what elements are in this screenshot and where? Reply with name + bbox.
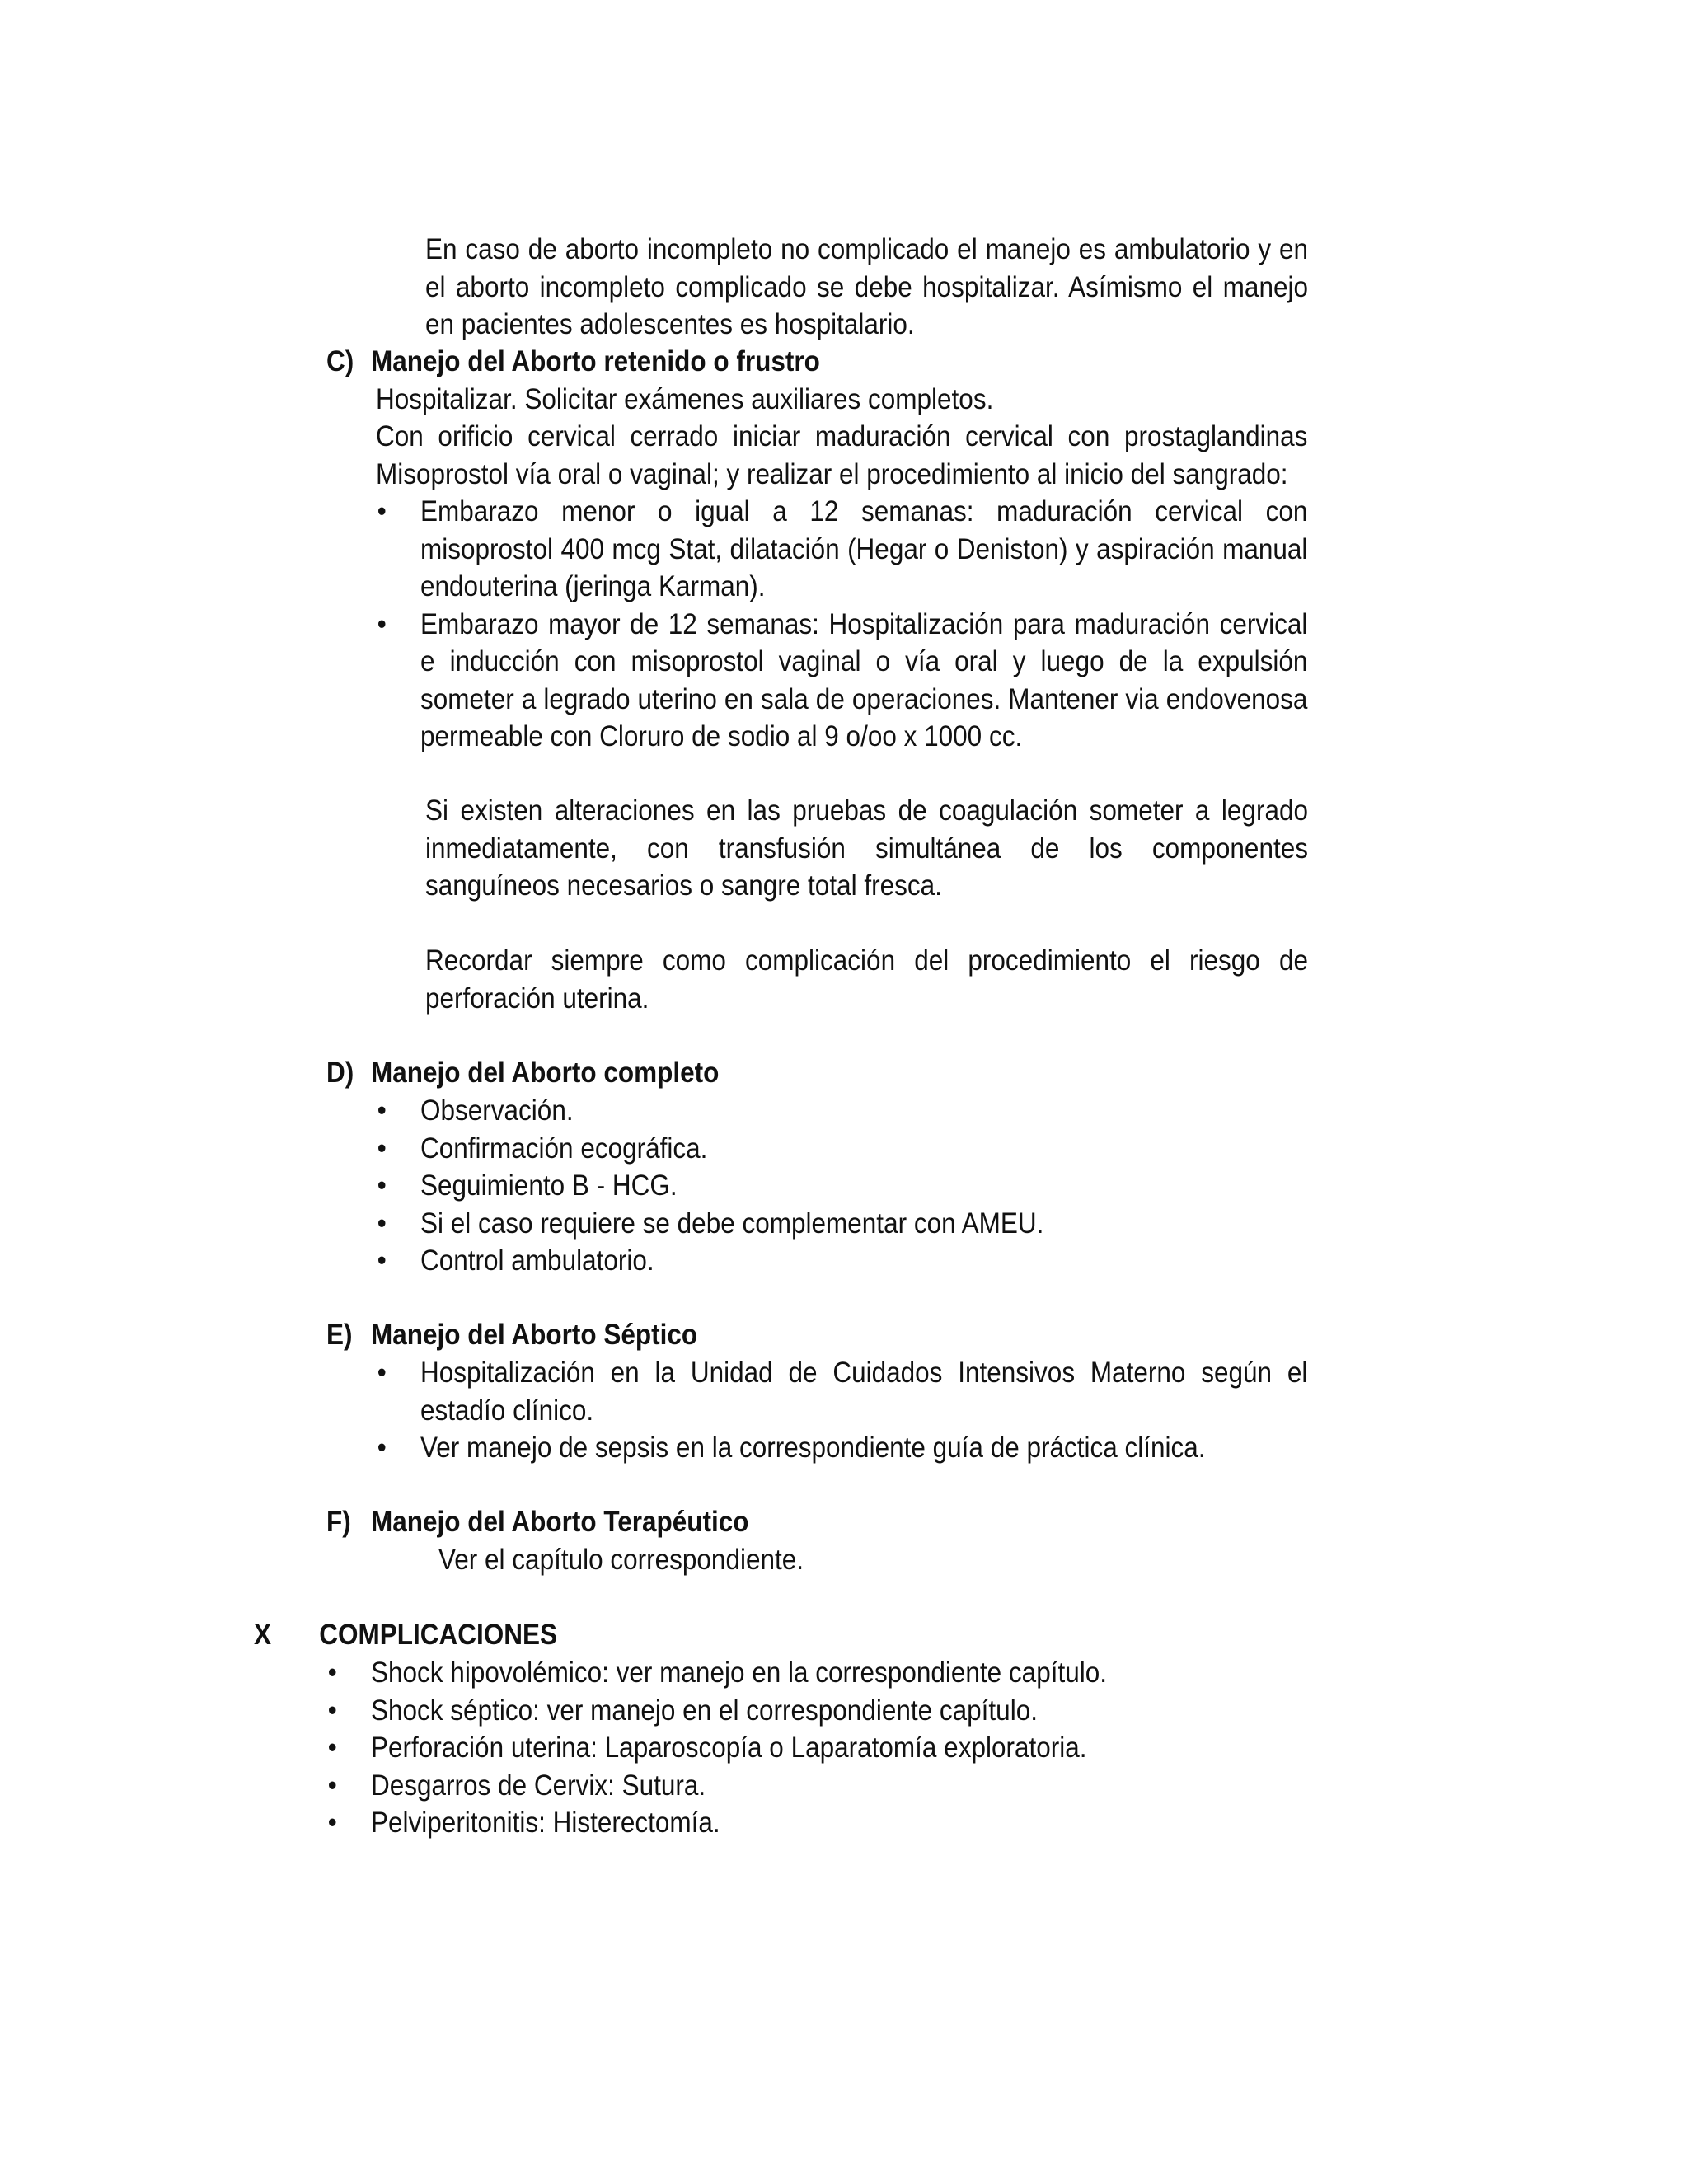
section-d-bullet-list [376, 1092, 1307, 1280]
section-x-heading [254, 1616, 1218, 1654]
list-item [326, 1804, 1291, 1842]
list-item [376, 1092, 1307, 1130]
section-c-heading [326, 343, 1217, 381]
section-d-heading [326, 1054, 1217, 1092]
list-item [376, 1429, 1307, 1467]
section-x-bullet-1: Shock hipovolémico: ver manejo en la correspondiente capítulo. [371, 1657, 1108, 1689]
section-x-number: X [254, 1619, 272, 1651]
section-c-title: Manejo del Aborto retenido o frustro [371, 345, 820, 377]
section-c-bullet-list [376, 493, 1307, 756]
section-e-title: Manejo del Aborto Séptico [371, 1319, 698, 1351]
list-item [326, 1654, 1291, 1692]
list-item [376, 493, 1307, 606]
section-d-bullet-2: Confirmación ecográfica. [420, 1132, 708, 1165]
list-item [376, 1354, 1307, 1429]
section-d-bullet-5: Control ambulatorio. [420, 1244, 654, 1277]
bullet-icon: • [377, 1207, 387, 1240]
section-e-heading [326, 1316, 1217, 1354]
list-item [376, 1167, 1307, 1205]
bullet-icon: • [327, 1732, 337, 1764]
section-e-bullet-list [376, 1354, 1307, 1467]
section-c-letter: C) [326, 345, 354, 377]
section-d-bullet-3: Seguimiento B - HCG. [420, 1169, 678, 1202]
bullet-icon: • [377, 607, 387, 640]
bullet-icon: • [377, 1132, 387, 1165]
list-item [376, 1130, 1307, 1168]
bullet-icon: • [327, 1769, 337, 1802]
section-x-bullet-5: Pelviperitonitis: Histerectomía. [371, 1807, 720, 1839]
section-x-bullet-4: Desgarros de Cervix: Sutura. [371, 1769, 706, 1802]
list-item [326, 1692, 1291, 1730]
list-item [326, 1767, 1291, 1805]
section-c-bullet-2: Embarazo mayor de 12 semanas: Hospitalización para maduración cervical e inducción con misoprostol vaginal o vía oral y luego de la expulsión someter a legrado uterino en sala de operaciones. Mantener via endovenosa permeable con Cloruro de sodio al 9 o/oo x 1000 cc. [420, 607, 1308, 752]
section-d-bullet-4: Si el caso requiere se debe complementar con AMEU. [420, 1207, 1044, 1240]
bullet-icon: • [327, 1807, 337, 1839]
section-d-letter: D) [326, 1057, 354, 1089]
section-c-note-coagulation: Si existen alteraciones en las pruebas de coagulación someter a legrado inmediatamente, con transfusión simultánea de los componentes sanguíneos necesarios o sangre total fresca. [425, 794, 1308, 902]
section-x-bullet-3: Perforación uterina: Laparoscopía o Laparatomía exploratoria. [371, 1732, 1087, 1764]
section-c-bullet-1: Embarazo menor o igual a 12 semanas: maduración cervical con misoprostol 400 mcg Stat, dilatación (Hegar o Deniston) y aspiración manual endouterina (jeringa Karman). [420, 495, 1308, 602]
section-c-paragraph: Con orificio cervical cerrado iniciar maduración cervical con prostaglandinas Misoprostol vía oral o vaginal; y realizar el procedimiento al inicio del sangrado: [376, 420, 1308, 490]
list-item [376, 1242, 1307, 1280]
bullet-icon: • [377, 1432, 387, 1464]
section-c-note-perforation: Recordar siempre como complicación del procedimiento el riesgo de perforación uterina. [425, 944, 1308, 1015]
section-e-bullet-2: Ver manejo de sepsis en la correspondiente guía de práctica clínica. [420, 1432, 1206, 1464]
section-d-title: Manejo del Aborto completo [371, 1057, 720, 1089]
bullet-icon: • [377, 1094, 387, 1127]
section-x-bullet-2: Shock séptico: ver manejo en el correspondiente capítulo. [371, 1694, 1038, 1727]
bullet-icon: • [327, 1657, 337, 1689]
section-f-title: Manejo del Aborto Terapéutico [371, 1506, 749, 1538]
section-x-title: COMPLICACIONES [319, 1619, 557, 1651]
section-f-letter: F) [326, 1506, 351, 1538]
section-f-heading [326, 1503, 1217, 1541]
bullet-icon: • [377, 1357, 387, 1389]
bullet-icon: • [327, 1694, 337, 1727]
bullet-icon: • [377, 1169, 387, 1202]
section-x-bullet-list [326, 1654, 1291, 1842]
intro-paragraph: En caso de aborto incompleto no complicado el manejo es ambulatorio y en el aborto incompleto complicado se debe hospitalizar. Asímismo el manejo en pacientes adolescentes es hospitalario. [425, 233, 1308, 340]
list-item [376, 1205, 1307, 1243]
bullet-icon: • [377, 495, 387, 527]
section-d-bullet-1: Observación. [420, 1094, 574, 1127]
section-e-letter: E) [326, 1319, 353, 1351]
section-c-line: Hospitalizar. Solicitar exámenes auxiliares completos. [376, 383, 994, 415]
section-f-line: Ver el capítulo correspondiente. [438, 1544, 804, 1576]
list-item [326, 1729, 1291, 1767]
list-item [376, 606, 1307, 756]
bullet-icon: • [377, 1244, 387, 1277]
section-e-bullet-1: Hospitalización en la Unidad de Cuidados Intensivos Materno según el estadío clínico. [420, 1357, 1308, 1427]
